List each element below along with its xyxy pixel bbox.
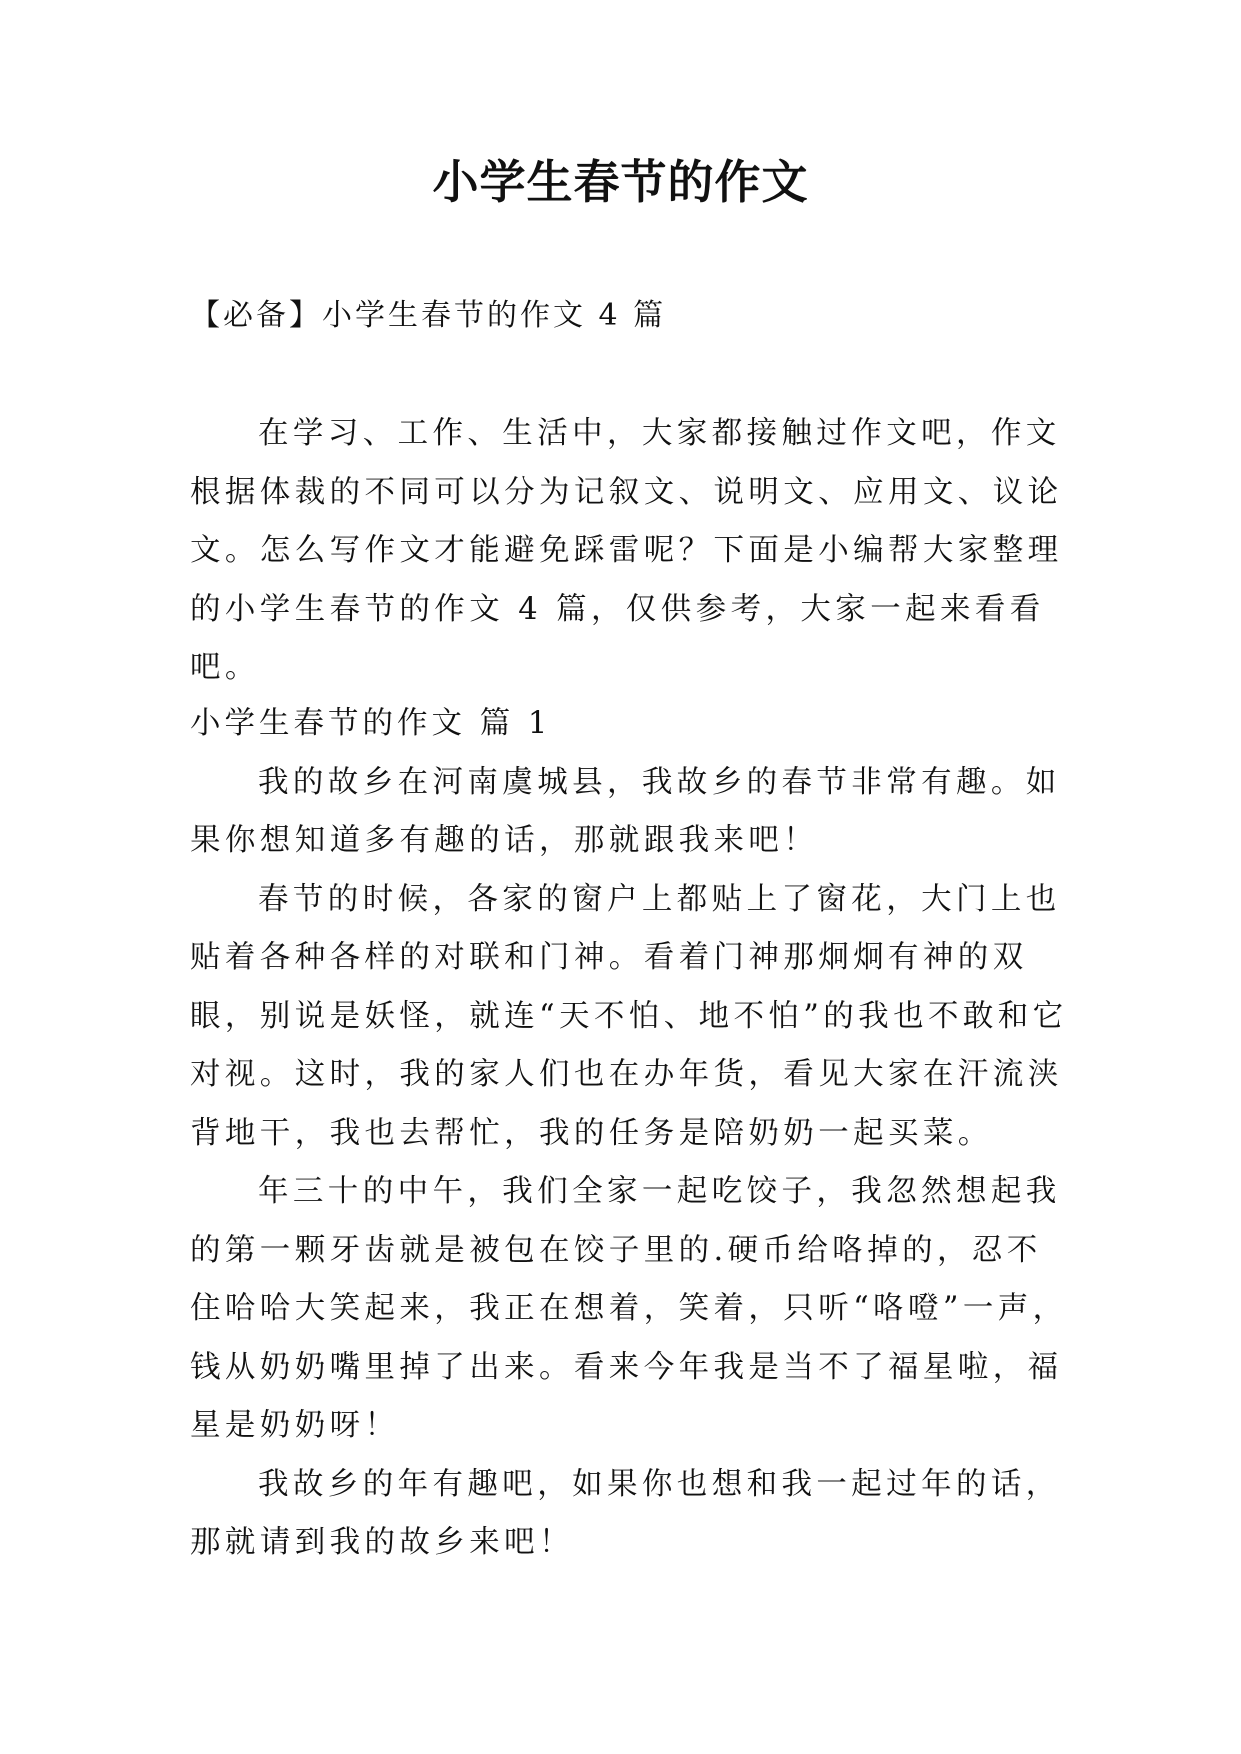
document-title: 小学生春节的作文 [432, 155, 809, 209]
intro-block [190, 405, 1070, 698]
essay-section-1 [190, 695, 1070, 1573]
essay-paragraph-3: 年三十的中午，我们全家一起吃饺子，我忽然想起我的第一颗牙齿就是被包在饺子里的.硬币给咯掉的，忍不住哈哈大笑起来，我正在想着，笑着，只听“咯噔”一声，钱从奶奶嘴里掉了出来。看来今年我是当不了福星啦，福星是奶奶呀！ [190, 1174, 1068, 1443]
essay-paragraph-4: 我故乡的年有趣吧，如果你也想和我一起过年的话，那就请到我的故乡来吧！ [190, 1466, 1061, 1560]
document-subtitle: 【必备】小学生春节的作文 4 篇 [190, 298, 667, 333]
essay-paragraph-1: 我的故乡在河南虞城县，我故乡的春节非常有趣。如果你想知道多有趣的话，那就跟我来吧！ [190, 764, 1061, 858]
section-heading: 小学生春节的作文 篇 1 [190, 706, 552, 741]
intro-paragraph: 在学习、工作、生活中，大家都接触过作文吧，作文根据体裁的不同可以分为记叙文、说明文、应用文、议论文。怎么写作文才能避免踩雷呢？下面是小编帮大家整理的小学生春节的作文 4 篇，仅供参考，大家一起来看看吧。 [190, 416, 1063, 685]
essay-paragraph-2: 春节的时候，各家的窗户上都贴上了窗花，大门上也贴着各种各样的对联和门神。看着门神那炯炯有神的双眼，别说是妖怪，就连“天不怕、地不怕”的我也不敢和它对视。这时，我的家人们也在办年货，看见大家在汗流浃背地干，我也去帮忙，我的任务是陪奶奶一起买菜。 [190, 881, 1068, 1151]
